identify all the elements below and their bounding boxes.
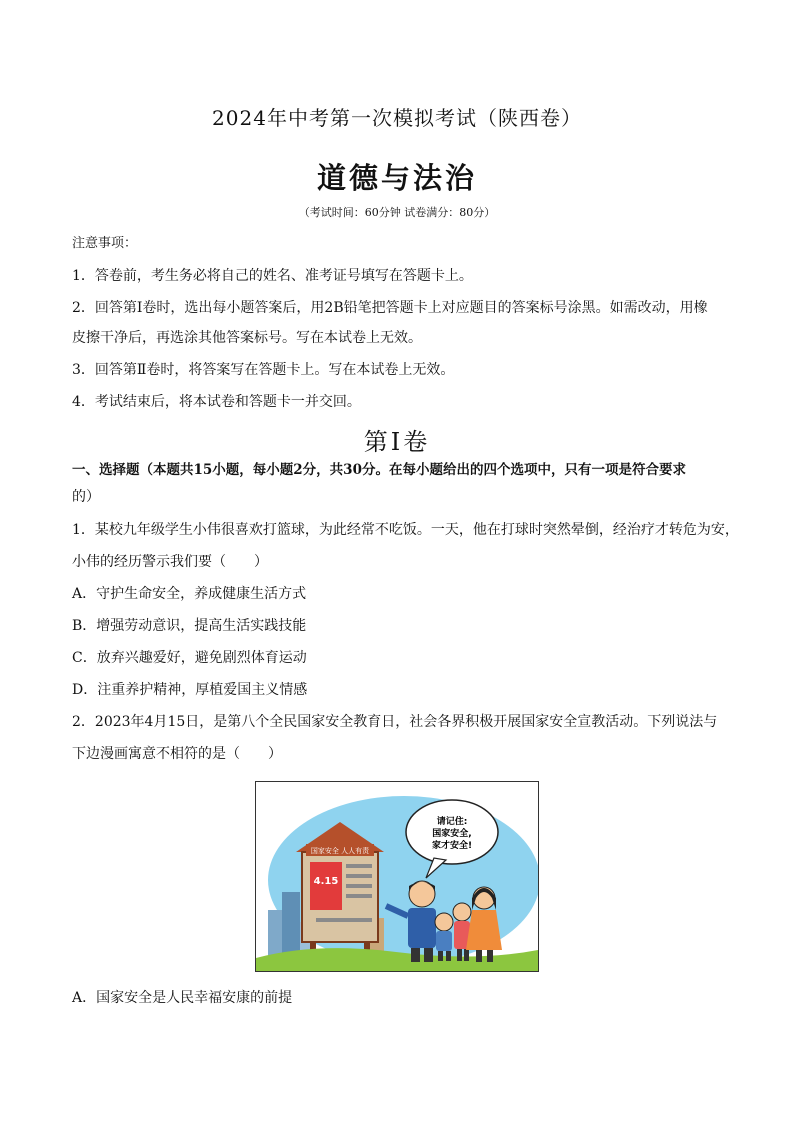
notice-item-2-cont: 皮擦干净后，再选涂其他答案标号。写在本试卷上无效。 <box>72 330 422 346</box>
board-title: 国家安全 人人有责 <box>310 847 370 855</box>
text-line-icon <box>316 918 372 922</box>
q1-option-c: C．放弃兴趣爱好，避免剧烈体育运动 <box>72 650 307 666</box>
text-line-icon <box>346 864 372 868</box>
subject-title: 道德与法治 <box>316 161 477 195</box>
q1-option-d: D．注重养护精神，厚植爱国主义情感 <box>72 682 308 698</box>
text-line-icon <box>346 884 372 888</box>
boy-leg-icon <box>446 951 451 961</box>
boy-leg-icon <box>438 951 443 961</box>
time-info: （考试时间：60分钟 试卷满分：80分） <box>298 206 496 219</box>
boy-head-icon <box>435 913 453 931</box>
q2-stem-cont: 下边漫画寓意不相符的是（ ） <box>72 746 282 762</box>
man-leg-icon <box>411 948 420 962</box>
q2-stem: 2．2023年4月15日，是第八个全民国家安全教育日，社会各界积极开展国家安全宣教活动。下列说法与 <box>72 714 718 730</box>
notice-heading: 注意事项： <box>72 236 138 251</box>
text-line-icon <box>346 894 372 898</box>
q1-stem: 1．某校九年级学生小伟很喜欢打篮球，为此经常不吃饭。一天，他在打球时突然晕倒，经治疗才转危为安， <box>72 522 739 538</box>
national-security-cartoon <box>255 781 539 972</box>
woman-body-icon <box>466 910 502 950</box>
speech-line-1: 请记住: <box>436 817 468 827</box>
notice-item-2: 2．回答第Ⅰ卷时，选出每小题答案后，用2B铅笔把答题卡上对应题目的答案标号涂黑。如需改动，用橡 <box>72 300 708 316</box>
exam-title: 2024年中考第一次模拟考试（陕西卷） <box>212 106 582 130</box>
woman-leg-icon <box>487 950 493 962</box>
man-leg-icon <box>424 948 433 962</box>
cartoon-illustration <box>256 782 538 971</box>
q1-stem-cont: 小伟的经历警示我们要（ ） <box>72 554 268 570</box>
section-instruction-cont: 的） <box>72 489 100 505</box>
speech-line-2: 国家安全, <box>432 829 472 839</box>
woman-leg-icon <box>476 950 482 962</box>
speech-line-3: 家才安全! <box>431 841 473 851</box>
building-icon <box>268 910 282 958</box>
girl-leg-icon <box>464 949 469 961</box>
building-icon <box>282 892 300 958</box>
notice-item-3: 3．回答第Ⅱ卷时，将答案写在答题卡上。写在本试卷上无效。 <box>72 362 455 378</box>
notice-item-4: 4．考试结束后，将本试卷和答题卡一并交回。 <box>72 394 361 410</box>
notice-item-1: 1．答卷前，考生务必将自己的姓名、准考证号填写在答题卡上。 <box>72 268 473 284</box>
q2-option-a: A．国家安全是人民幸福安康的前提 <box>72 990 293 1006</box>
man-body-icon <box>408 908 436 948</box>
q1-option-b: B．增强劳动意识，提高生活实践技能 <box>72 618 307 634</box>
girl-head-icon <box>453 903 471 921</box>
section-instruction: 一、选择题（本题共15小题，每小题2分，共30分。在每小题给出的四个选项中，只有一项是符合要求 <box>72 462 686 478</box>
q1-option-a: A．守护生命安全，养成健康生活方式 <box>72 586 307 602</box>
poster-date: 4.15 <box>313 876 339 887</box>
girl-leg-icon <box>457 949 462 961</box>
boy-body-icon <box>436 931 452 951</box>
text-line-icon <box>346 874 372 878</box>
section-title: 第Ⅰ卷 <box>363 428 431 456</box>
